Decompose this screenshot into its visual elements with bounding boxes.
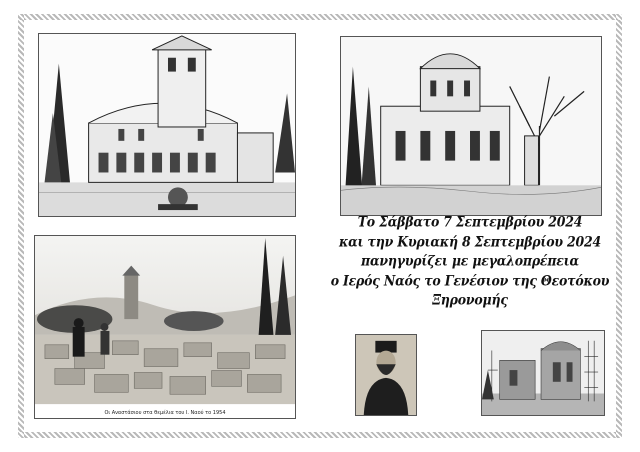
feast-announcement <box>320 212 620 310</box>
announcement-line-5: Ξηρονομής <box>432 291 508 308</box>
ruins-photograph <box>34 235 296 419</box>
church-drawing-front <box>38 33 296 217</box>
announcement-line-3: πανηγυρίζει με μεγαλοπρέπεια <box>361 252 579 269</box>
church-drawing-dome <box>340 36 602 216</box>
announcement-line-1: Το Σάββατο 7 Σεπτεμβρίου 2024 <box>357 213 583 230</box>
priest-portrait <box>355 334 417 416</box>
ruins-photo-caption: Οι Αναστάσιου στα θεμέλια του Ι. Ναού το 1954 <box>104 410 226 416</box>
announcement-line-2: και την Κυριακή 8 Σεπτεμβρίου 2024 <box>338 232 602 250</box>
church-ruins-scaffolding <box>481 330 605 416</box>
announcement-line-4: ο Ιερός Ναός το Γενέσιον της Θεοτόκου <box>330 271 610 289</box>
